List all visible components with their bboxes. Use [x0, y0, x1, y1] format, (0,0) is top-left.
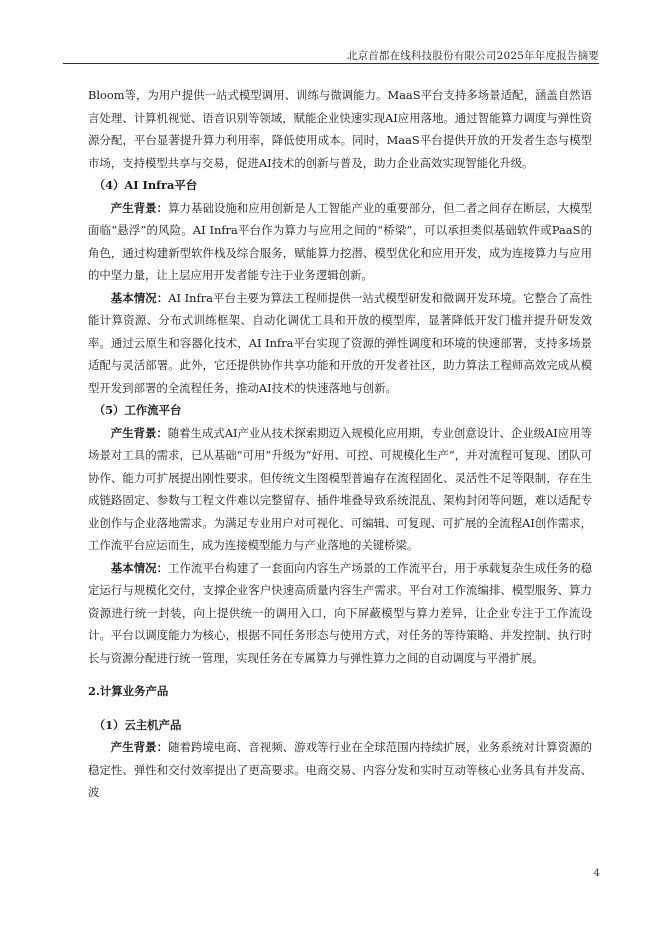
ai-infra-basic-text: AI Infra平台主要为算法工程师提供一站式模型研发和微调开发环境。它整合了高性能计算资源、分布式训练框架、自动化调优工具和开放的模型库，显著降低开发门槛并提升研发效率。通过云原生和容器化技术，AI Infra平台实现了资源的弹性调度和环境的快速部署，支持多场景适配与灵活部署。此外，它还提供协作共享功能和开放的开发者社区，助力算法工程师高效完成从模型开发到部署的全流程任务，推动AI技术的快速落地与创新。 — [88, 290, 592, 395]
ai-infra-heading: （4）AI Infra平台 — [93, 178, 198, 192]
ai-infra-background-paragraph — [88, 197, 592, 287]
header-divider — [63, 63, 599, 64]
cloud-host-background-text: 随着跨境电商、音视频、游戏等行业在全球范围内持续扩展，业务系统对计算资源的稳定性、弹性和交付效率提出了更高要求。电商交易、内容分发和实时互动等核心业务具有并发高、波 — [88, 740, 592, 799]
report-header-title: 北京首都在线科技股份有限公司2025年年度报告摘要 — [346, 50, 599, 62]
page-number: 4 — [593, 868, 600, 879]
workflow-background-text: 随着生成式AI产业从技术探索期迈入规模化应用期，专业创意设计、企业级AI应用等场景对工具的需求，已从基础“可用”升级为“好用、可控、可规模化生产”，并对流程可复现、团队可协作、能力可扩展提出刚性要求。但传统文生图模型普遍存在流程固化、灵活性不足等限制，存在生成链路固定、参数与工程文件难以完整留存、插件堆叠导致系统混乱、架构封闭等问题，难以适配专业创作与企业落地需求。为满足专业用户对可视化、可编辑、可复现、可扩展的全流程AI创作需求，工作流平台应运而生，成为连接模型能力与产业落地的关键桥梁。 — [88, 425, 592, 552]
workflow-background-paragraph — [88, 422, 592, 557]
background-label: 产生背景： — [110, 200, 169, 215]
section-gap — [88, 669, 592, 680]
ai-infra-basic-paragraph — [88, 287, 592, 400]
page-content — [88, 84, 592, 804]
basic-label: 基本情况： — [110, 560, 169, 575]
ai-infra-background-text: 算力基础设施和应用创新是人工智能产业的重要部分，但二者之间存在断层，大模型面临“悬浮”的风险。AI Infra平台作为算力与应用之间的“桥梁”，可以承担类似基础软件或PaaS的角色，通过构建新型软件栈及综合服务，赋能算力挖潜、模型优化和应用开发，成为连接算力与应用的中坚力量，让上层应用开发者能专注于业务逻辑创新。 — [88, 200, 592, 282]
workflow-heading: （5）工作流平台 — [93, 403, 182, 417]
workflow-basic-paragraph — [88, 557, 592, 670]
compute-products-heading: 2.计算业务产品 — [88, 684, 169, 698]
section-gap — [88, 703, 592, 714]
background-label: 产生背景： — [110, 740, 169, 754]
maas-intro-paragraph: Bloom等，为用户提供一站式模型调用、训练与微调能力。MaaS平台支持多场景适配，涵盖自然语言处理、计算机视觉、语音识别等领域，赋能企业快速实现AI应用落地。通过智能算力调度与弹性资源分配，平台显著提升算力利用率，降低使用成本。同时，MaaS平台提供开放的开发者生态与模型市场，支持模型共享与交易，促进AI技术的创新与普及，助力企业高效实现智能化升级。 — [88, 88, 592, 170]
basic-label: 基本情况： — [110, 290, 169, 305]
background-label: 产生背景： — [110, 425, 168, 440]
cloud-host-heading: （1）云主机产品 — [93, 717, 182, 732]
cloud-host-background-paragraph — [88, 736, 592, 804]
workflow-basic-text: 工作流平台构建了一套面向内容生产场景的工作流平台，用于承载复杂生成任务的稳定运行与规模化交付，支撑企业客户快速高质量内容生产需求。平台对工作流编排、模型服务、算力资源进行统一封装，向上提供统一的调用入口，向下屏蔽模型与算力差异，让企业专注于工作流设计。平台以调度能力为核心，根据不同任务形态与使用方式，对任务的等待策略、并发控制、执行时长与资源分配进行统一管理，实现任务在专属算力与弹性算力之间的自动调度与平滑扩展。 — [88, 560, 592, 665]
